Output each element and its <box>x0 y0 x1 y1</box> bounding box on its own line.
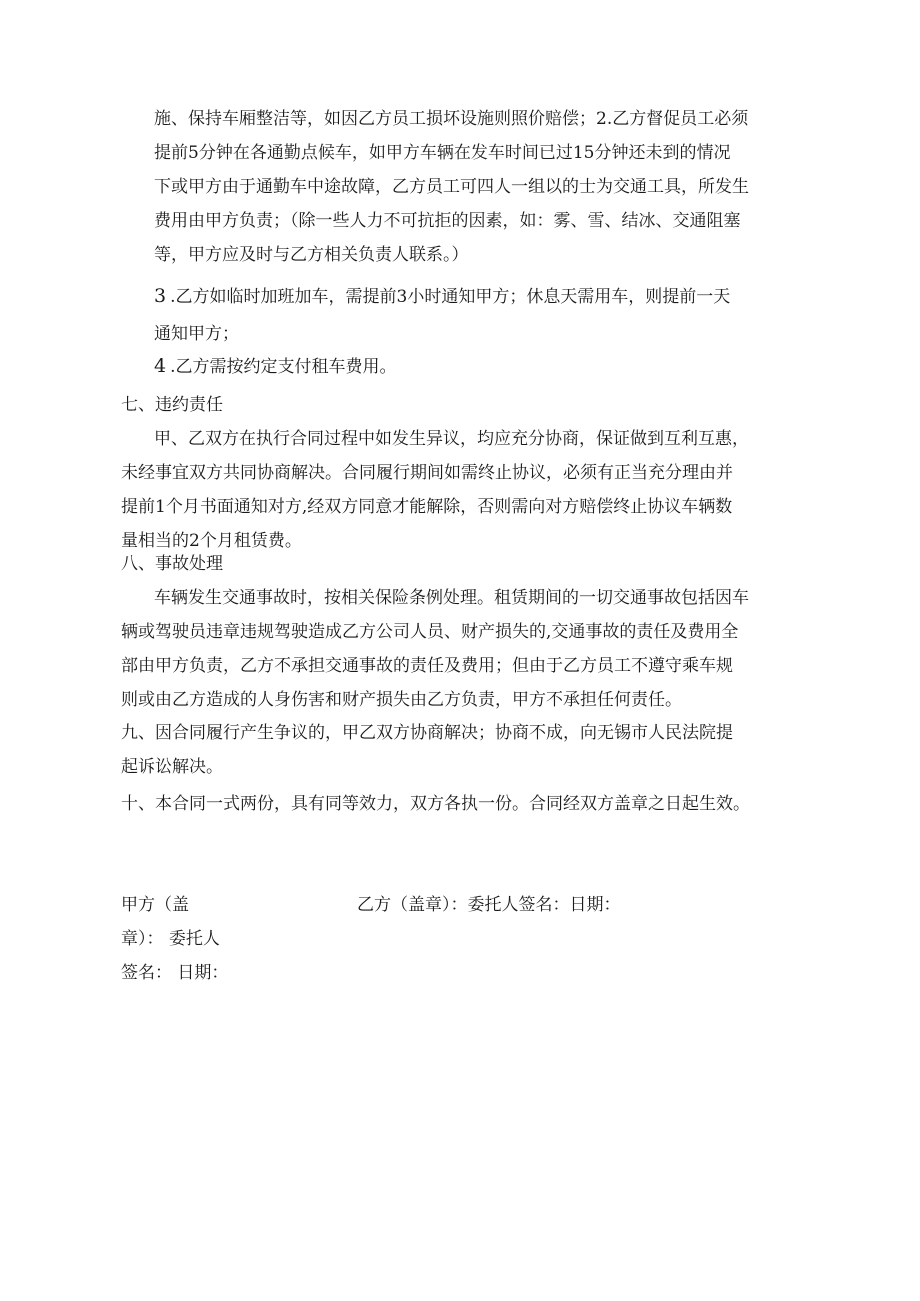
section-9 <box>121 716 733 784</box>
clause-3 <box>154 279 730 351</box>
section-7-body <box>121 422 749 558</box>
section-7-heading: 七、违约责任 <box>121 395 223 415</box>
paragraph-line: 九、因合同履行产生争议的，甲乙双方协商解决；协商不成，向无锡市人民法院提 <box>121 723 733 743</box>
party-b-signature: 乙方（盖章）：委托人签名：日期： <box>357 895 621 915</box>
paragraph-line: 部由甲方负责，乙方不承担交通事故的责任及费用；但由于乙方员工不遵守乘车规 <box>121 656 733 676</box>
continuation-paragraph <box>154 102 749 272</box>
paragraph-line: 甲、乙双方在执行合同过程中如发生异议，均应充分协商，保证做到互利互惠， <box>154 429 749 449</box>
section-10: 十、本合同一式两份，具有同等效力，双方各执一份。合同经双方盖章之日起生效。 <box>121 794 750 814</box>
paragraph-line: 辆或驾驶员违章违规驾驶造成乙方公司人员、财产损失的,交通事故的责任及费用全 <box>121 622 739 642</box>
section-8-heading: 八、事故处理 <box>121 554 223 574</box>
signature-line: 签名： 日期： <box>121 963 229 983</box>
paragraph-line: 提前5分钟在各通勤点候车，如甲方车辆在发车时间已过15分钟还未到的情况 <box>154 143 731 163</box>
paragraph-line: 下或甲方由于通勤车中途故障，乙方员工可四人一组以的士为交通工具，所发生 <box>154 177 749 197</box>
paragraph-line: 量相当的2个月租赁费。 <box>121 531 302 551</box>
clause-line <box>154 349 397 383</box>
paragraph-line: 起诉讼解决。 <box>121 757 223 777</box>
signature-line: 甲方（盖 <box>121 895 189 915</box>
paragraph-line: 等，甲方应及时与乙方相关负责人联系。） <box>154 245 469 265</box>
paragraph-line: 则或由乙方造成的人身伤害和财产损失由乙方负责，甲方不承担任何责任。 <box>121 690 682 710</box>
party-a-signature <box>121 888 228 990</box>
paragraph-line: 车辆发生交通事故时，按相关保险条例处理。租赁期间的一切交通事故包括因车 <box>154 588 749 608</box>
paragraph-line: 施、保持车厢整洁等，如因乙方员工损坏设施则照价赔偿；2.乙方督促员工必须 <box>154 109 749 129</box>
clause-number: 4 <box>154 355 167 377</box>
clause-text: .乙方需按约定支付租车费用。 <box>170 357 397 377</box>
clause-line <box>154 279 730 313</box>
section-8-body <box>121 581 749 717</box>
clause-4 <box>154 349 397 383</box>
signature-line: 章）： 委托人 <box>121 929 220 949</box>
paragraph-line: 提前1个月书面通知对方,经双方同意才能解除，否则需向对方赔偿终止协议车辆数 <box>121 497 733 517</box>
clause-number: 3 <box>154 285 167 307</box>
clause-line: 通知甲方； <box>154 324 239 344</box>
clause-text: .乙方如临时加班加车，需提前3小时通知甲方；休息天需用车，则提前一天 <box>170 287 731 307</box>
paragraph-line: 费用由甲方负责；（除一些人力不可抗拒的因素，如：雾、雪、结冰、交通阻塞 <box>154 211 741 231</box>
paragraph-line: 未经事宜双方共同协商解决。合同履行期间如需终止协议，必须有正当充分理由并 <box>121 463 733 483</box>
